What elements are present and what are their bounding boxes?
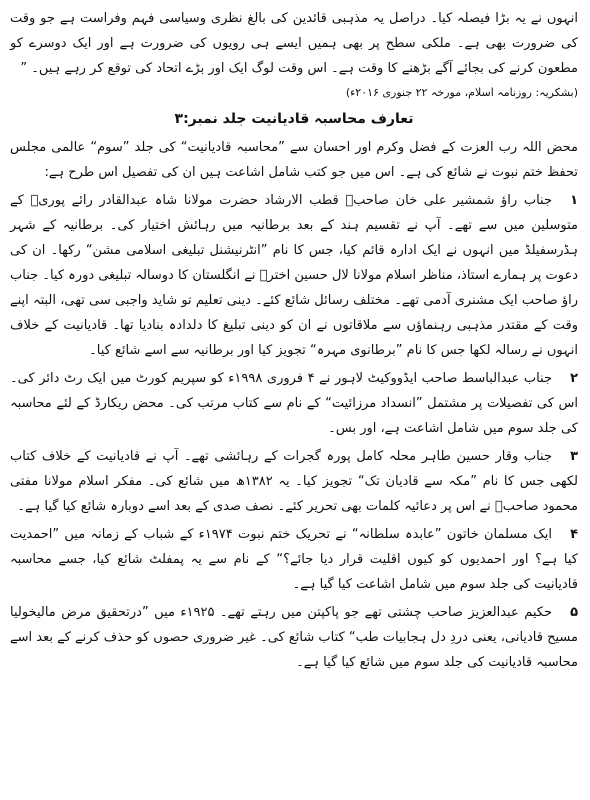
item-text: جناب عبدالباسط صاحب ایڈووکیٹ لاہور نے ۴ فروری ۱۹۹۸ء کو سپریم کورٹ میں ایک رٹ دائر کی۔ اس کی تفصیلات پر مشتمل ”انسداد مرزائیت“ کے نام سے کتاب مرتب کی۔ محض ریکارڈ کے لئے محاسبہ کی جلد سوم میں شامل اشاعت ہے، اور بس۔	[10, 371, 578, 436]
opening-paragraph: محض اللہ رب العزت کے فضل وکرم اور احسان سے ”محاسبہ قادیانیت“ کی جلد ”سوم“ عالمی مجلس تحفظ ختم نبوت نے شائع کی ہے۔ اس میں جو کتب شامل اشاعت ہیں ان کی تفصیل اس طرح ہے:	[10, 140, 578, 180]
item-text: ایک مسلمان خاتون ”عابدہ سلطانہ“ نے تحریک ختم نبوت ۱۹۷۴ء کے شباب کے زمانہ میں ”احمدیت کیا ہے؟ اور احمدیوں کو کیوں اقلیت قرار دیا جائے؟“ کے نام سے یہ پمفلٹ شائع کیا، جسے محاسبہ قادیانیت کی جلد سوم میں شامل اشاعت کیا گیا ہے۔	[10, 527, 578, 592]
item-number: ۴	[570, 527, 578, 542]
list-item	[10, 522, 578, 597]
item-text: جناب راؤ شمشیر علی خان صاحبؒ قطب الارشاد حضرت مولانا شاہ عبدالقادر رائے پوریؒ کے متوسلین میں سے تھے۔ آپ نے تقسیم ہند کے بعد برطانیہ میں رہائش اختیار کی۔ برطانیہ کے شہر ہڈرسفیلڈ میں انہوں نے ایک ادارہ قائم کیا، جس کا نام ”انٹرنیشنل تبلیغی اسلامی مشن“ رکھا۔ ان کی دعوت پر ہمارے استاذ، مناظر اسلام مولانا لال حسین اخترؒ نے انگلستان کا دوسالہ تبلیغی دورہ کیا۔ جناب راؤ صاحب ایک مشنری آدمی تھے۔ مختلف رسائل شائع کئے۔ دینی تعلیم تو شاید واجبی سی تھی، البتہ اپنے وقت کے مقتدر مذہبی رہنماؤں سے ملاقاتوں نے ان کو دینی تبلیغ کا دلدادہ بنادیا تھا۔ قادیانیت کے خلاف انہوں نے رسالہ لکھا جس کا نام ”برطانوی مہرہ“ تجویز کیا اور برطانیہ سے اسے شائع کیا۔	[10, 193, 578, 358]
intro-quote: انہوں نے یہ بڑا فیصلہ کیا۔ دراصل یہ مذہبی قائدین کی بالغ نظری وسیاسی فہم وفراست ہے جو وقت کی ضرورت بھی ہے۔ ملکی سطح پر بھی ہمیں ایسے ہی رویوں کی ضرورت ہے اور ایک دوسرے کو مطعون کرنے کی بجائے آگے بڑھنے کا وقت ہے۔ اس وقت لوگ ایک اور بڑے اتحاد کی توقع کر رہے ہیں۔ ”	[10, 11, 578, 76]
section-heading: تعارف محاسبہ قادیانیت جلد نمبر:۳	[174, 111, 414, 127]
item-text: حکیم عبدالعزیز صاحب چشتی تھے جو پاکپتن میں رہتے تھے۔ ۱۹۲۵ء میں ”درتحقیق مرض مالیخولیا مسیح قادیانی، یعنی دردِ دل ہجابیات طب“ کتاب شائع کی۔ غیر ضروری حصوں کو حذف کرنے کے بعد اسے محاسبہ قادیانیت کی جلد سوم میں شائع کیا گیا ہے۔	[10, 605, 578, 670]
list-item	[10, 366, 578, 441]
item-number: ۵	[570, 605, 578, 620]
item-text: جناب وقار حسین طاہر محلہ کامل پورہ گجرات کے رہائشی تھے۔ آپ نے قادیانیت کے خلاف کتاب لکھی جس کا نام ”مکہ سے قادیان تک“ تجویز کیا۔ یہ ۱۳۸۲ھ میں شائع کی۔ مفکر اسلام مولانا مفتی محمود صاحبؒ نے اس پر دعائیہ کلمات بھی تحریر کئے۔ نصف صدی کے بعد اسے دوبارہ شائع کیا گیا ہے۔	[10, 449, 578, 514]
item-number: ۳	[570, 449, 578, 464]
list-item	[10, 600, 578, 675]
list-item	[10, 444, 578, 519]
item-number: ۲	[570, 371, 578, 386]
source-credit: (بشکریہ: روزنامہ اسلام، مورخہ ۲۲ جنوری ۲۰۱۶ء)	[345, 86, 578, 99]
list-item	[10, 188, 578, 363]
item-number: ۱	[570, 193, 578, 208]
